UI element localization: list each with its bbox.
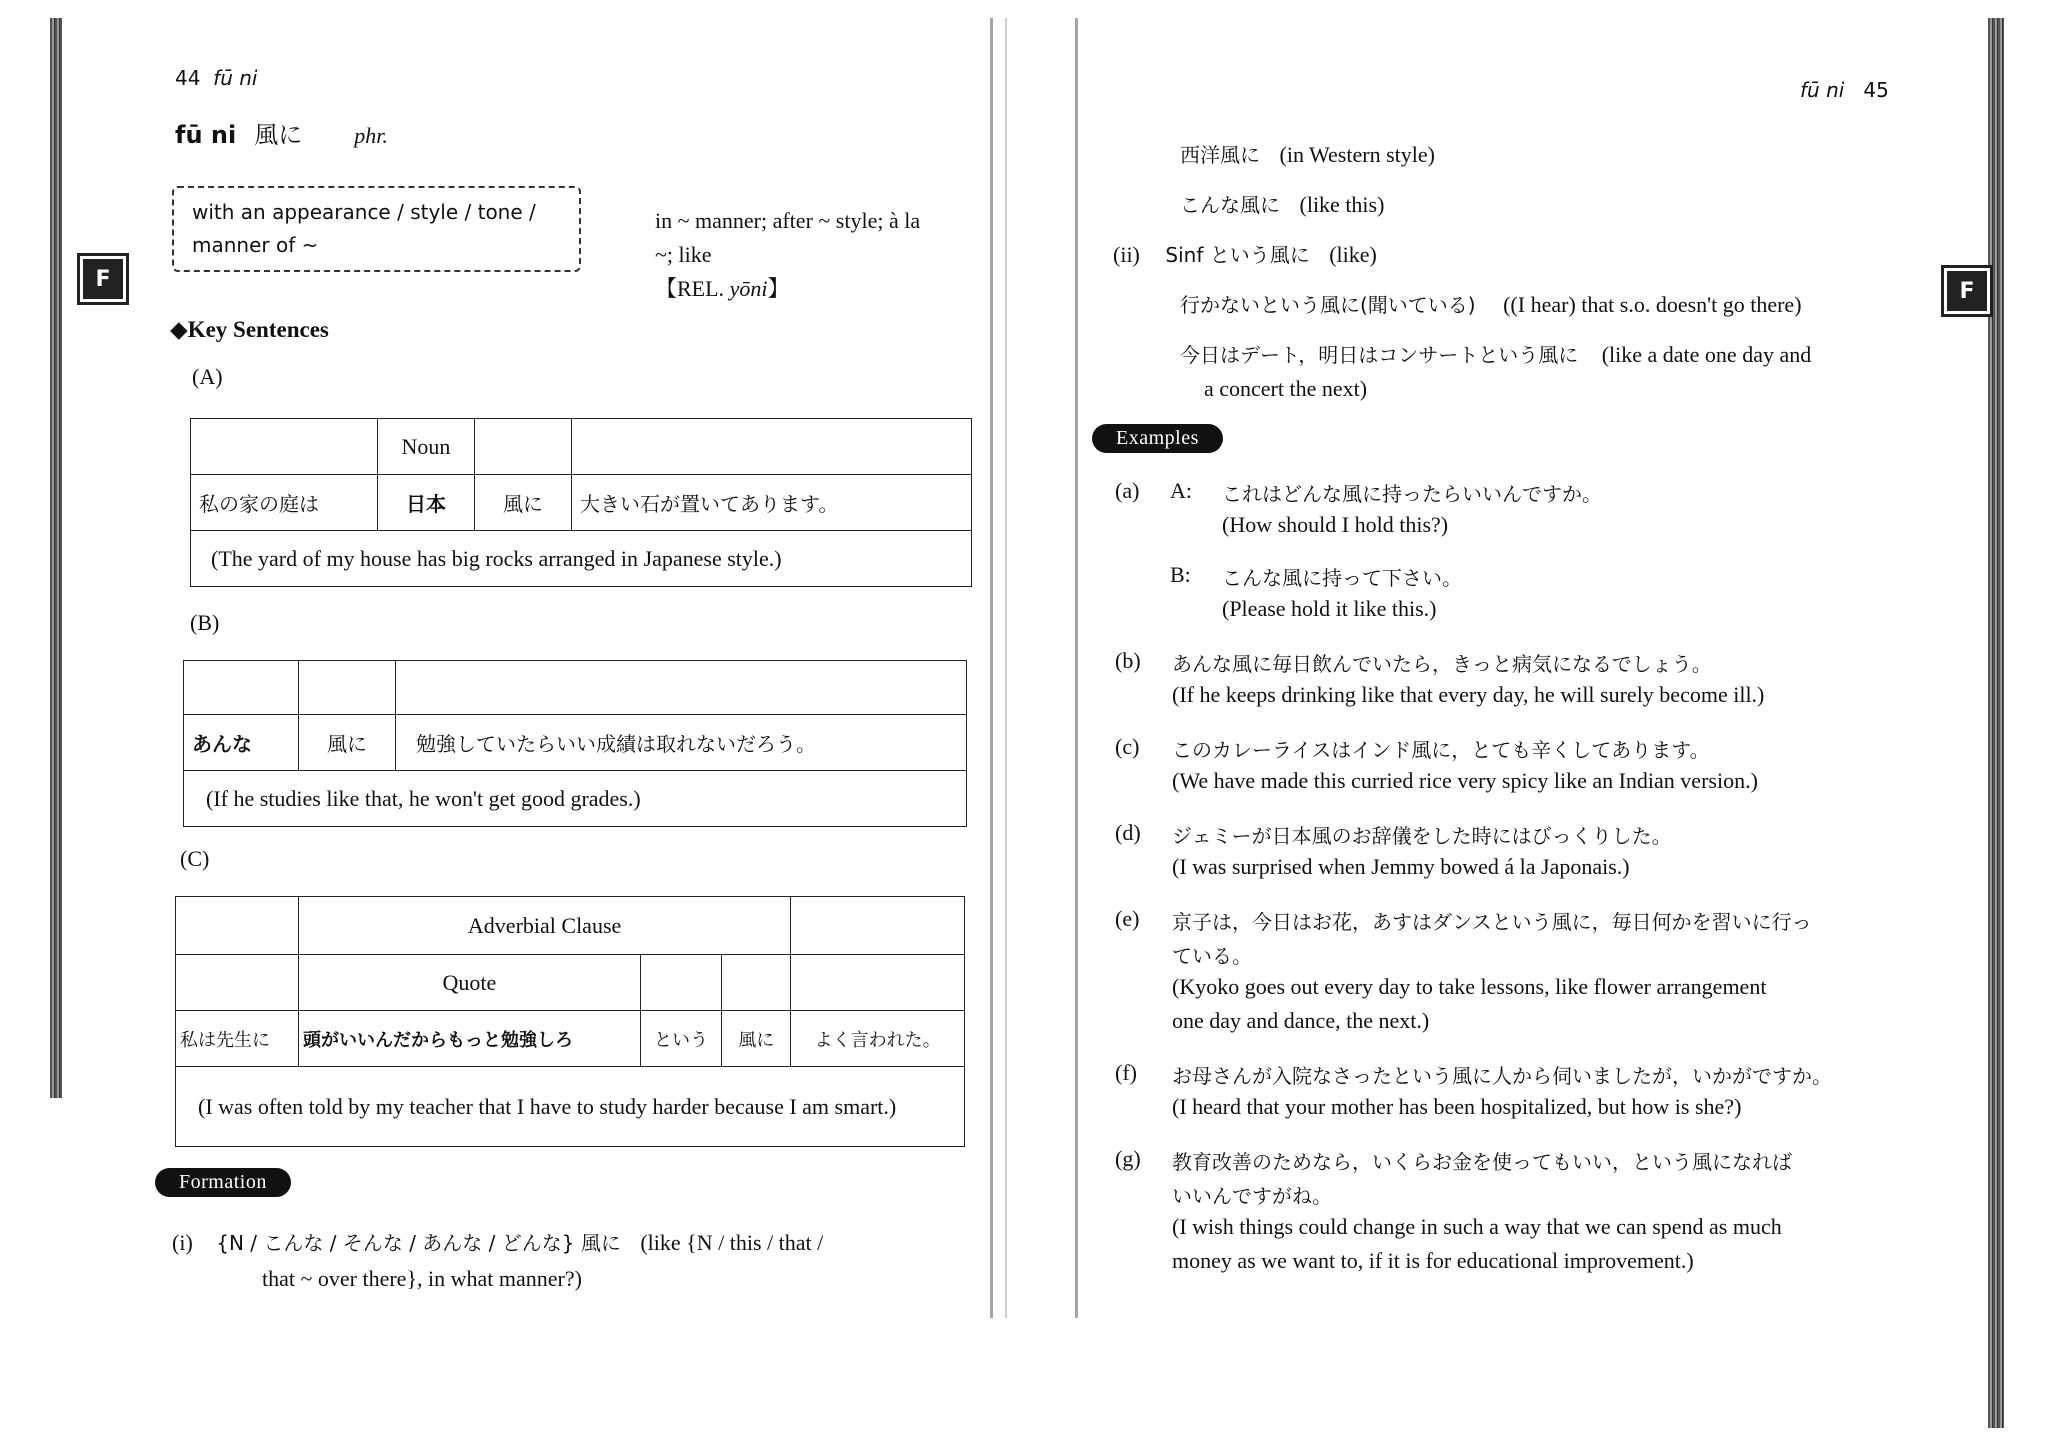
formation-ii-line-2 [1180,338,1811,372]
related-word: yōni [729,276,768,301]
example-g-jp: 教育改善のためなら，いくらお金を使ってもいい，という風になれば [1172,1150,1792,1174]
b-cell-predicate: 勉強していたらいい成績は取れないだろう。 [396,715,967,771]
example-g-label: (g) [1115,1146,1141,1171]
example-b-jp: あんな風に毎日飲んでいたら，きっと病気になるでしょう。 [1172,652,1712,676]
translation [655,204,985,306]
c-header-quote: Quote [299,955,641,1011]
formation-line-western [1180,138,1435,172]
c-cell-predicate: よく言われた。 [791,1011,965,1067]
example-a-speaker-a: A: [1170,478,1192,503]
c-translation: (I was often told by my teacher that I have to study harder because I am smart.) [176,1067,965,1147]
example-d-jp: ジェミーが日本風のお辞儀をした時にはびっくりした。 [1172,824,1672,848]
example-d-en: (I was surprised when Jemmy bowed á la Japonais.) [1172,854,1630,879]
formation-ii-en: (like) [1329,242,1377,267]
example-f-label: (f) [1115,1060,1137,1085]
translation-line-2: ~; like [655,242,712,267]
headword [175,115,388,150]
key-sentences-heading: ◆Key Sentences [170,317,329,342]
a-header-blank-3 [572,419,972,475]
formation-line-this [1180,188,1384,222]
b-cell-funi: 風に [299,715,396,771]
example-a-jp-a: これはどんな風に持ったらいいんですか。 [1222,482,1602,506]
formation-i-number: (i) [172,1230,193,1255]
example-c-en: (We have made this curried rice very spicy like an Indian version.) [1172,768,1758,793]
a-header-blank-2 [475,419,572,475]
example-f-jp: お母さんが入院なさったという風に人から伺いましたが，いかがですか。 [1172,1064,1832,1088]
formation-line-western-en: (in Western style) [1279,142,1435,167]
example-e-en-2: one day and dance, the next.) [1172,1008,1430,1033]
meaning-box-text: with an appearance / style / tone / manner of ~ [192,200,536,257]
c-cell-quote: 頭がいいんだからもっと勉強しろ [299,1011,641,1067]
examples-label: Examples [1092,424,1223,453]
c-header2-blank-4 [791,955,965,1011]
formation-line-this-en: (like this) [1299,192,1385,217]
spine-left [990,18,993,1318]
example-a-en-b: (Please hold it like this.) [1222,596,1437,621]
example-a-speaker-b: B: [1170,562,1191,587]
formation-label: Formation [155,1168,291,1197]
key-sentence-a-table [190,418,972,587]
example-a-label: (a) [1115,478,1140,503]
related-entry [655,272,985,306]
c-header-blank-2 [791,897,965,955]
example-e-jp-2: ている。 [1172,944,1252,968]
formation-ii-line-1-en: ((I hear) that s.o. doesn't go there) [1503,292,1802,317]
headword-romaji: fū ni [175,121,237,149]
example-e-en: (Kyoko goes out every day to take lessons, like flower arrangement [1172,974,1767,999]
headword-kanji: 風に [254,121,303,149]
example-g-en: (I wish things could change in such a way that we can spend as much [1172,1214,1782,1239]
c-cell-toiu: という [640,1011,721,1067]
left-page-header [175,66,257,90]
a-cell-funi: 風に [475,475,572,531]
formation-ii-line-1-jp: 行かないという風に(聞いている) [1180,293,1476,317]
a-header-blank-1 [191,419,378,475]
b-cell-anna: あんな [184,715,299,771]
left-page-number: 44 [175,66,201,90]
translation-line-1: in ~ manner; after ~ style; à la [655,208,921,233]
a-cell-subject: 私の家の庭は [191,475,378,531]
formation-ii-line-2-en: (like a date one day and [1601,342,1812,367]
left-side-tab: F [80,256,126,302]
c-header2-blank-3 [722,955,791,1011]
formation-i-pattern: {N / こんな / そんな / あんな / どんな} 風に [216,1231,621,1255]
example-d-label: (d) [1115,820,1141,845]
formation-ii [1113,238,1377,272]
formation-ii-number: (ii) [1113,242,1140,267]
b-header-blank-1 [184,661,299,715]
c-cell-subject: 私は先生に [176,1011,299,1067]
c-header-adverbial-clause: Adverbial Clause [299,897,791,955]
b-header-blank-2 [299,661,396,715]
formation-ii-line-2-en-2: a concert the next) [1204,376,1368,401]
b-header-blank-3 [396,661,967,715]
example-e-label: (e) [1115,906,1140,931]
example-g-en-2: money as we want to, if it is for educational improvement.) [1172,1248,1694,1273]
example-e-jp: 京子は，今日はお花，あすはダンスという風に，毎日何かを習いに行っ [1172,910,1812,934]
formation-ii-jp: Sinf という風に [1165,243,1310,267]
related-suffix: 】 [767,276,790,301]
example-f-en: (I heard that your mother has been hospitalized, but how is she?) [1172,1094,1742,1119]
c-header2-blank-1 [176,955,299,1011]
meaning-box [172,186,581,272]
formation-i-gloss-1: (like {N / this / that / [640,1230,824,1255]
example-a-en-a: (How should I hold this?) [1222,512,1449,537]
right-page-header [1800,78,1889,102]
right-side-tab: F [1944,268,1990,314]
b-translation: (If he studies like that, he won't get good grades.) [184,771,967,827]
section-c-label: (C) [180,846,210,871]
spine-right [1075,18,1078,1318]
right-page-edge [1988,18,2004,1428]
example-c-label: (c) [1115,734,1140,759]
c-cell-funi: 風に [722,1011,791,1067]
example-b-label: (b) [1115,648,1141,673]
c-header2-blank-2 [640,955,721,1011]
example-a-jp-b: こんな風に持って下さい。 [1222,566,1462,590]
formation-ii-line-2-jp: 今日はデート，明日はコンサートという風に [1180,343,1579,367]
formation-i-gloss-2: that ~ over there}, in what manner?) [262,1266,582,1291]
formation-line-western-jp: 西洋風に [1180,143,1260,167]
left-page-header-word: fū ni [213,66,258,90]
example-g-jp-2: いいんですがね。 [1172,1184,1332,1208]
related-prefix: 【REL. [655,276,730,301]
formation-i [172,1226,972,1260]
a-cell-noun: 日本 [378,475,475,531]
right-page-header-word: fū ni [1800,78,1845,102]
a-header-noun: Noun [378,419,475,475]
headword-pos: phr. [354,123,388,148]
formation-line-this-jp: こんな風に [1180,193,1280,217]
c-header-blank-1 [176,897,299,955]
section-a-label: (A) [192,364,223,389]
a-cell-predicate: 大きい石が置いてあります。 [572,475,972,531]
spine-right-scan [1005,18,1007,1318]
right-page-number: 45 [1863,78,1889,102]
left-page-edge [50,18,62,1098]
example-b-en: (If he keeps drinking like that every day, he will surely become ill.) [1172,682,1765,707]
a-translation: (The yard of my house has big rocks arranged in Japanese style.) [191,531,972,587]
example-c-jp: このカレーライスはインド風に，とても辛くしてあります。 [1172,738,1710,762]
key-sentence-b-table [183,660,967,827]
section-b-label: (B) [190,610,220,635]
formation-ii-line-1 [1180,288,1802,322]
key-sentence-c-table [175,896,965,1147]
